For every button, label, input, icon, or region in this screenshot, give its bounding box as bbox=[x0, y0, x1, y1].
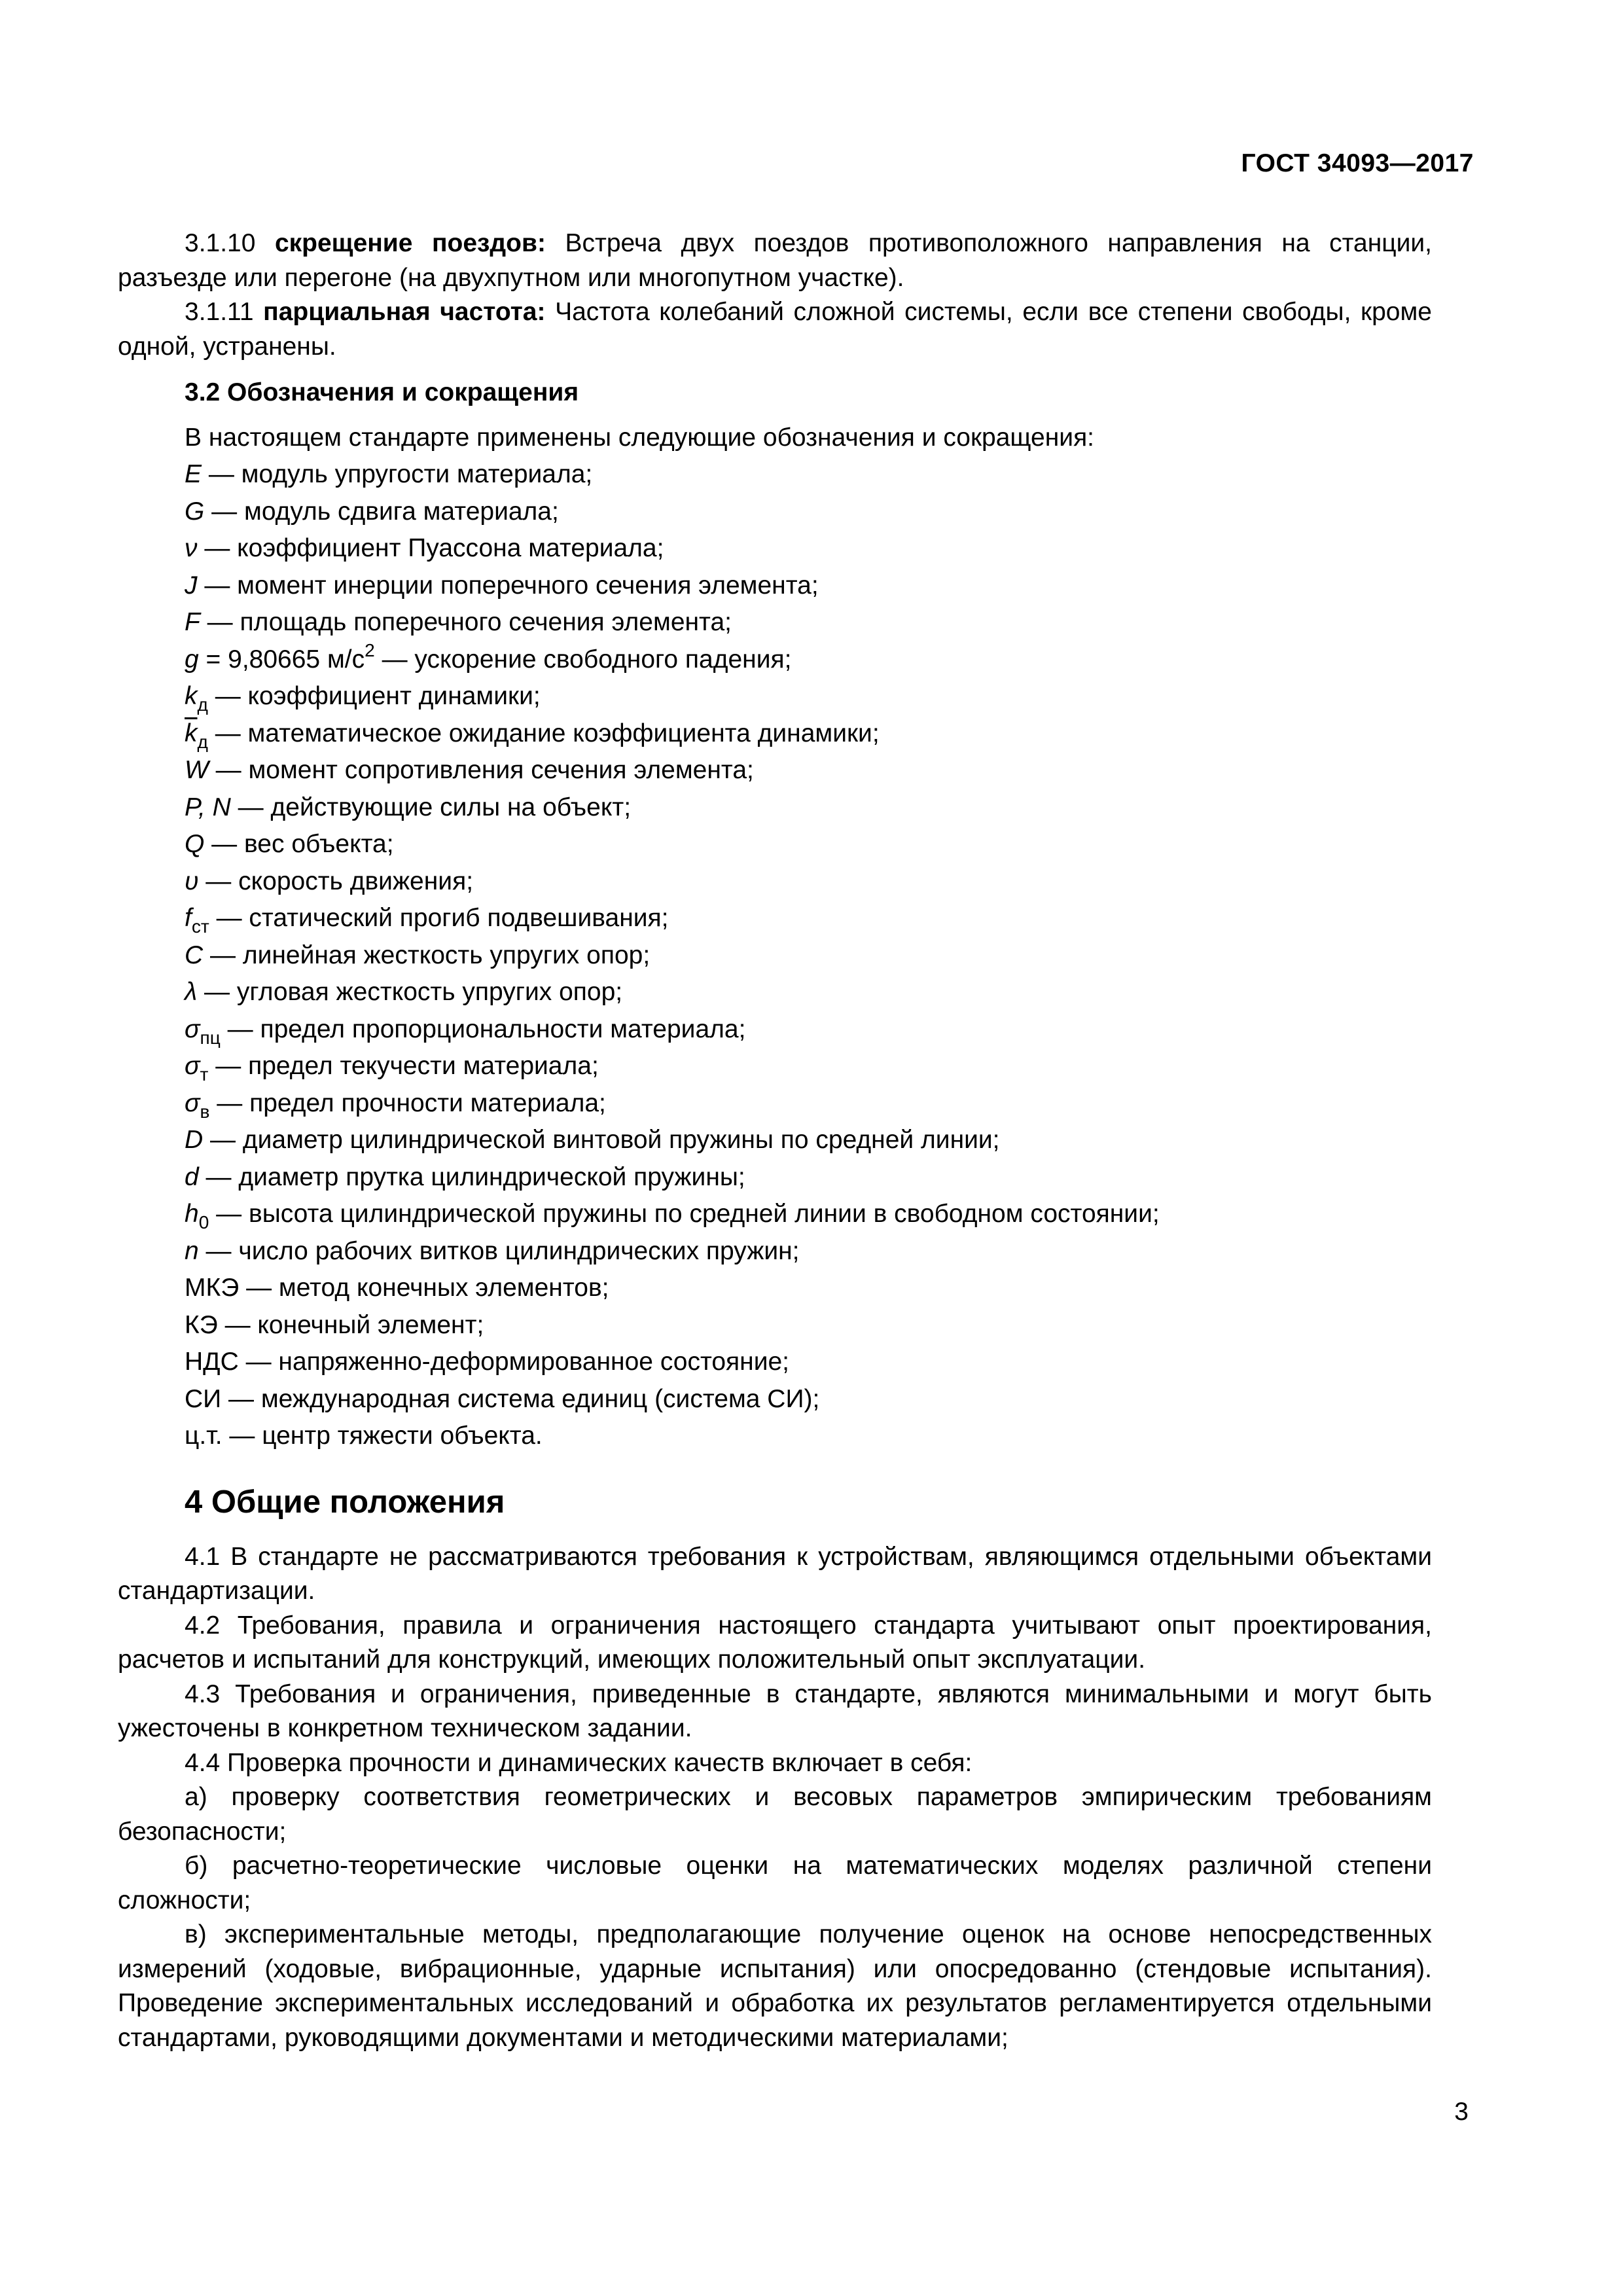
abbreviation-item: СИ — международная система единиц (система СИ); bbox=[185, 1384, 820, 1413]
definition-term: скрещение поездов: bbox=[274, 229, 546, 257]
abbreviation-item: МКЭ — метод конечных элементов; bbox=[185, 1274, 609, 1302]
abbreviation-item: ц.т. — центр тяжести объекта. bbox=[185, 1422, 543, 1450]
symbol: $\overline{k}$ bbox=[185, 719, 198, 747]
symbol-description: — число рабочих витков цилиндрических пружин; bbox=[198, 1236, 800, 1265]
section-4-paragraph: 4.2 Требования, правила и ограничения настоящего стандарта учитывают опыт проектирования, расчетов и испытаний для конструкций, имеющих положительный опыт эксплуатации. bbox=[118, 1611, 1432, 1674]
definition-3-1-11 bbox=[118, 295, 1432, 364]
symbol: Q bbox=[185, 830, 205, 858]
symbol-item bbox=[185, 974, 1432, 1011]
symbol: P, N bbox=[185, 793, 231, 821]
symbol-description: — предел пропорциональности материала; bbox=[220, 1014, 746, 1043]
symbol-subscript: д bbox=[197, 694, 208, 715]
symbol: σ bbox=[185, 1088, 200, 1117]
symbol-item bbox=[185, 826, 1432, 863]
symbol: d bbox=[185, 1162, 199, 1191]
symbol-description: — статический прогиб подвешивания; bbox=[209, 904, 669, 932]
symbol-description: — предел прочности материала; bbox=[209, 1088, 606, 1117]
symbol: σ bbox=[185, 1052, 200, 1080]
page-content bbox=[118, 226, 1432, 2055]
symbol-description: — математическое ожидание коэффициента динамики; bbox=[207, 719, 880, 747]
definition-3-1-10 bbox=[118, 226, 1432, 295]
page-number: 3 bbox=[1454, 2098, 1469, 2126]
symbol-item bbox=[185, 863, 1432, 901]
symbol-description: — действующие силы на объект; bbox=[230, 793, 632, 821]
unit-superscript: 2 bbox=[365, 639, 375, 660]
definition-number: 3.1.10 bbox=[185, 229, 256, 257]
symbol-description: — угловая жесткость упругих опор; bbox=[197, 978, 623, 1006]
symbol-item bbox=[185, 1011, 1432, 1049]
symbol-description: — модуль сдвига материала; bbox=[204, 497, 559, 526]
symbol-subscript: ст bbox=[191, 916, 209, 937]
symbol: k bbox=[185, 682, 198, 710]
symbol-description: — площадь поперечного сечения элемента; bbox=[200, 608, 732, 636]
document-header: ГОСТ 34093—2017 bbox=[1241, 149, 1474, 177]
symbols-list bbox=[118, 420, 1432, 1455]
symbols-intro: В настоящем стандарте применены следующие обозначения и сокращения: bbox=[185, 423, 1095, 452]
abbreviations-items bbox=[185, 1270, 1432, 1455]
abbreviation-item: КЭ — конечный элемент; bbox=[185, 1310, 484, 1339]
symbol-description: — момент сопротивления сечения элемента; bbox=[208, 756, 754, 784]
symbol-description: — предел текучести материала; bbox=[208, 1052, 599, 1080]
definition-term: парциальная частота: bbox=[263, 298, 546, 326]
symbol-item bbox=[185, 1122, 1432, 1159]
symbol-item bbox=[185, 1085, 1432, 1122]
symbol: λ bbox=[185, 978, 198, 1006]
symbol-description: — диаметр прутка цилиндрической пружины; bbox=[198, 1162, 745, 1191]
symbol-item bbox=[185, 1233, 1432, 1270]
symbol-subscript: 0 bbox=[198, 1211, 209, 1232]
section-4-heading: 4 Общие положения bbox=[185, 1484, 505, 1520]
symbol: J bbox=[185, 571, 198, 600]
definition-text: Встреча двух поездов противоположного направления на станции, разъезде или перегоне (на двухпутном или многопутном участке). bbox=[118, 229, 1432, 292]
symbol-item bbox=[185, 900, 1432, 937]
symbol-description: — момент инерции поперечного сечения элемента; bbox=[197, 571, 819, 600]
symbol-description: — линейная жесткость упругих опор; bbox=[203, 941, 651, 969]
symbol-description: — коэффициент Пуассона материала; bbox=[197, 534, 664, 562]
symbol-description: — коэффициент динамики; bbox=[207, 682, 541, 710]
symbols-items bbox=[185, 456, 1432, 1270]
symbol-item bbox=[185, 715, 1432, 753]
section-3-2-heading: 3.2 Обозначения и сокращения bbox=[185, 378, 579, 406]
symbol-item bbox=[185, 456, 1432, 493]
symbol: g bbox=[185, 645, 199, 673]
symbol-item bbox=[185, 678, 1432, 715]
abbreviation-item: НДС — напряженно-деформированное состояние; bbox=[185, 1348, 790, 1376]
symbol: D bbox=[185, 1126, 204, 1154]
symbol: h bbox=[185, 1200, 199, 1228]
symbol: C bbox=[185, 941, 204, 969]
symbol-item bbox=[185, 567, 1432, 605]
section-4-paragraph: в) экспериментальные методы, предполагающие получение оценок на основе непосредственных измерений (ходовые, вибрационные, ударные испытания) или опосредованно (стендовые испытания). Проведение экспериментальных исследований и обработка их результатов регламентируется отдельными стандартами, руководящими документами и методическими материалами; bbox=[118, 1920, 1432, 2052]
symbol: f bbox=[185, 904, 192, 932]
symbol-description: = 9,80665 м/с bbox=[198, 645, 365, 673]
definition-text: Частота колебаний сложной системы, если все степени свободы, кроме одной, устранены. bbox=[118, 298, 1432, 361]
symbol: n bbox=[185, 1236, 199, 1265]
definition-number: 3.1.11 bbox=[185, 298, 254, 326]
symbol: W bbox=[185, 756, 209, 784]
section-4-body bbox=[118, 1540, 1432, 2056]
symbol-item bbox=[185, 641, 1432, 679]
symbol-description-tail: — ускорение свободного падения; bbox=[374, 645, 792, 673]
symbol-item bbox=[185, 1196, 1432, 1233]
symbol-item bbox=[185, 530, 1432, 567]
symbol: υ bbox=[185, 867, 199, 895]
symbol-item bbox=[185, 493, 1432, 531]
symbol-item bbox=[185, 604, 1432, 641]
symbol-item bbox=[185, 752, 1432, 789]
symbol-description: — высота цилиндрической пружины по средней линии в свободном состоянии; bbox=[209, 1200, 1160, 1228]
section-4-paragraph: 4.3 Требования и ограничения, приведенные в стандарте, являются минимальными и могут быть ужесточены в конкретном техническом задании. bbox=[118, 1679, 1432, 1742]
symbol-description: — модуль упругости материала; bbox=[202, 460, 593, 488]
symbol-item bbox=[185, 789, 1432, 827]
symbol-description: — диаметр цилиндрической винтовой пружины по средней линии; bbox=[203, 1126, 1000, 1154]
symbol-item bbox=[185, 1048, 1432, 1085]
section-4-paragraph: б) расчетно-теоретические числовые оценки на математических моделях различной степени сложности; bbox=[118, 1852, 1432, 1914]
symbol-description: — вес объекта; bbox=[204, 830, 394, 858]
symbol: E bbox=[185, 460, 202, 488]
section-4-paragraph: 4.4 Проверка прочности и динамических качеств включает в себя: bbox=[185, 1748, 972, 1777]
symbol-item bbox=[185, 937, 1432, 975]
symbol-subscript: т bbox=[200, 1064, 209, 1085]
symbol-item bbox=[185, 1159, 1432, 1196]
symbol: F bbox=[185, 608, 200, 636]
section-4-paragraph: а) проверку соответствия геометрических и весовых параметров эмпирическим требованиям безопасности; bbox=[118, 1783, 1432, 1846]
symbol: σ bbox=[185, 1014, 200, 1043]
section-4-paragraph: 4.1 В стандарте не рассматриваются требования к устройствам, являющимся отдельными объектами стандартизации. bbox=[118, 1542, 1432, 1605]
symbol-subscript: пц bbox=[200, 1027, 221, 1048]
symbol: ν bbox=[185, 534, 198, 562]
symbol-subscript: д bbox=[197, 731, 208, 752]
symbol: G bbox=[185, 497, 205, 526]
symbol-description: — скорость движения; bbox=[198, 867, 474, 895]
symbol-subscript: в bbox=[200, 1101, 210, 1122]
